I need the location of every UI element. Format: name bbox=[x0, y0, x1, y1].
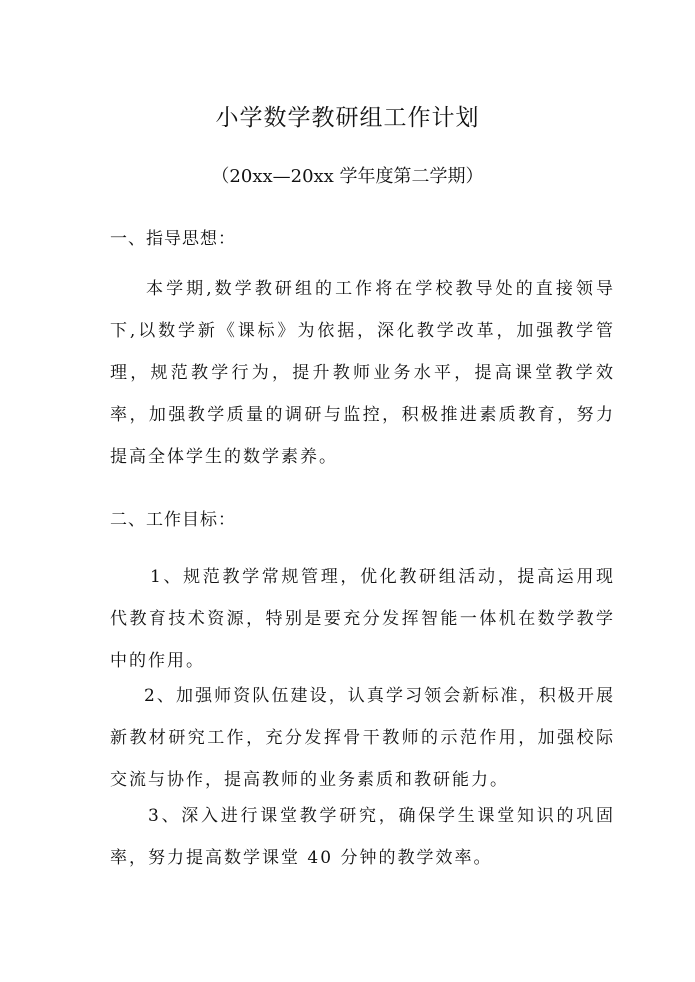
paragraph-goal-1: 1、规范教学常规管理，优化教研组活动，提高运用现代教育技术资源，特别是要充分发挥智能一体机在数学教学中的作用。 bbox=[110, 567, 615, 671]
paragraph-goal-2: 2、加强师资队伍建设，认真学习领会新标准，积极开展新教材研究工作，充分发挥骨干教师的示范作用，加强校际交流与协作，提高教师的业务素质和教研能力。 bbox=[110, 686, 615, 790]
document-subtitle: （20xx—20xx 学年度第二学期） bbox=[211, 166, 484, 187]
section-heading-guiding-thought: 一、指导思想： bbox=[110, 229, 236, 249]
section-heading-work-goals: 二、工作目标： bbox=[110, 510, 236, 530]
paragraph-goal-3: 3、深入进行课堂教学研究，确保学生课堂知识的巩固率，努力提高数学课堂 40 分钟的教学效率。 bbox=[110, 806, 615, 868]
document-title: 小学数学教研组工作计划 bbox=[215, 105, 480, 131]
paragraph-guiding-thought: 本学期,数学教研组的工作将在学校教导处的直接领导下,以数学新《课标》为依据，深化教学改革，加强教学管理，规范教学行为，提升教师业务水平，提高课堂教学效率，加强教学质量的调研与监控，积极推进素质教育，努力提高全体学生的数学素养。 bbox=[110, 279, 615, 467]
